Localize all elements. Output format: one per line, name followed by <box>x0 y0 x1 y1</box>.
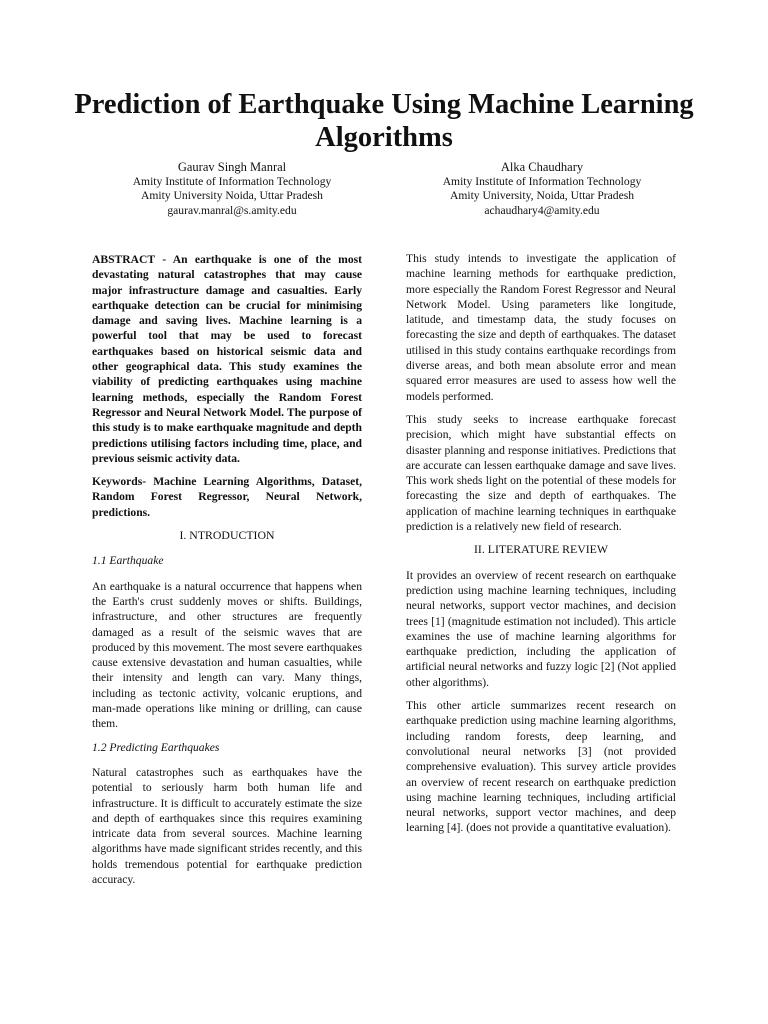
author-location: Amity University, Noida, Uttar Pradesh <box>449 189 635 202</box>
keywords-paragraph: Keywords- Machine Learning Algorithms, Dataset, Random Forest Regressor, Neural Network, predictions. <box>92 475 362 519</box>
body-paragraph: An earthquake is a natural occurrence that happens when the Earth's crust suddenly moves or shifts. Buildings, infrastructure, and other structures are frequently damaged as a result of the seismic waves that are produced by this movement. The most severe earthquakes cause extensive devastation and human casualties, while their intensity and length can vary. Many things, including as tectonic activity, volcanic eruptions, and man-made operations like mining or drilling, can cause them. <box>92 579 362 731</box>
author-affiliation: Amity Institute of Information Technology <box>132 174 332 188</box>
author-block-2 <box>386 160 698 218</box>
author-email: achaudhary4@amity.edu <box>484 203 600 217</box>
author-affiliation: Amity Institute of Information Technology <box>442 174 642 188</box>
abstract-paragraph: ABSTRACT - An earthquake is one of the most devastating natural catastrophes that may cause major infrastructure damage and casualties. Early earthquake detection can be crucial for minimising damage and saving lives. Machine learning is a powerful tool that may be used to forecast earthquakes based on historical seismic data and other geographical data. This study examines the viability of predicting earthquakes using machine learning methods, especially the Random Forest Regressor and Neural Network Model. The purpose of this study is to make earthquake magnitude and depth predictions utilising factors including time, place, and previous seismic activity data. <box>92 253 362 465</box>
author-email: gaurav.manral@s.amity.edu <box>167 203 297 217</box>
right-column <box>406 251 676 844</box>
body-paragraph: This study intends to investigate the application of machine learning methods for earthquake prediction, more especially the Random Forest Regressor and Neural Network Model. Using parameters like longitude, latitude, and timestamp data, the study focuses on forecasting the size and depth of earthquakes. The dataset utilised in this study contains earthquake recordings from diverse areas, and both mean absolute error and mean squared error measures are used to assess how well the models performed. <box>406 252 676 403</box>
author-name: Alka Chaudhary <box>500 160 584 174</box>
section-heading-literature-review: II. LITERATURE REVIEW <box>474 542 608 557</box>
subsection-heading-earthquake: 1.1 Earthquake <box>92 554 164 568</box>
body-paragraph: It provides an overview of recent research on earthquake prediction using machine learning techniques, including neural networks, support vector machines, and decision trees [1] (magnitude estimation not included). This article examines the use of machine learning algorithms for earthquake prediction, including the application of artificial neural networks and fuzzy logic [2] (Not applied other algorithms). <box>406 568 676 689</box>
author-location: Amity University Noida, Uttar Pradesh <box>141 189 323 202</box>
author-name: Gaurav Singh Manral <box>177 160 287 174</box>
left-column <box>92 252 362 895</box>
body-paragraph: This study seeks to increase earthquake forecast precision, which might have substantial effects on disaster planning and response initiatives. Predictions that are accurate can lessen earthquake damage and save lives. This work sheds light on the potential of these models for forecasting the size and depth of earthquakes. The application of machine learning techniques in earthquake prediction is a relatively new field of research. <box>406 412 676 534</box>
section-heading-introduction: I. NTRODUCTION <box>179 528 275 543</box>
body-paragraph: This other article summarizes recent research on earthquake prediction using machine learning algorithms, including random forests, deep learning, and convolutional neural networks [3] (not provided comprehensive evaluation). This survey article provides an overview of recent research on earthquake prediction using machine learning techniques, including artificial neural networks, support vector machines, and deep learning [4]. (does not provide a quantitative evaluation). <box>406 699 676 835</box>
author-block-1 <box>92 160 372 218</box>
paper-title: Prediction of Earthquake Using Machine Learning Algorithms <box>74 89 694 153</box>
subsection-heading-predicting: 1.2 Predicting Earthquakes <box>92 740 220 754</box>
body-paragraph: Natural catastrophes such as earthquakes have the potential to seriously harm both human life and infrastructure. It is difficult to accurately estimate the size and depth of earthquakes since this requires examining intricate data from several sources. Machine learning algorithms have made significant strides recently, and this holds tremendous potential for earthquake prediction accuracy. <box>92 765 362 886</box>
